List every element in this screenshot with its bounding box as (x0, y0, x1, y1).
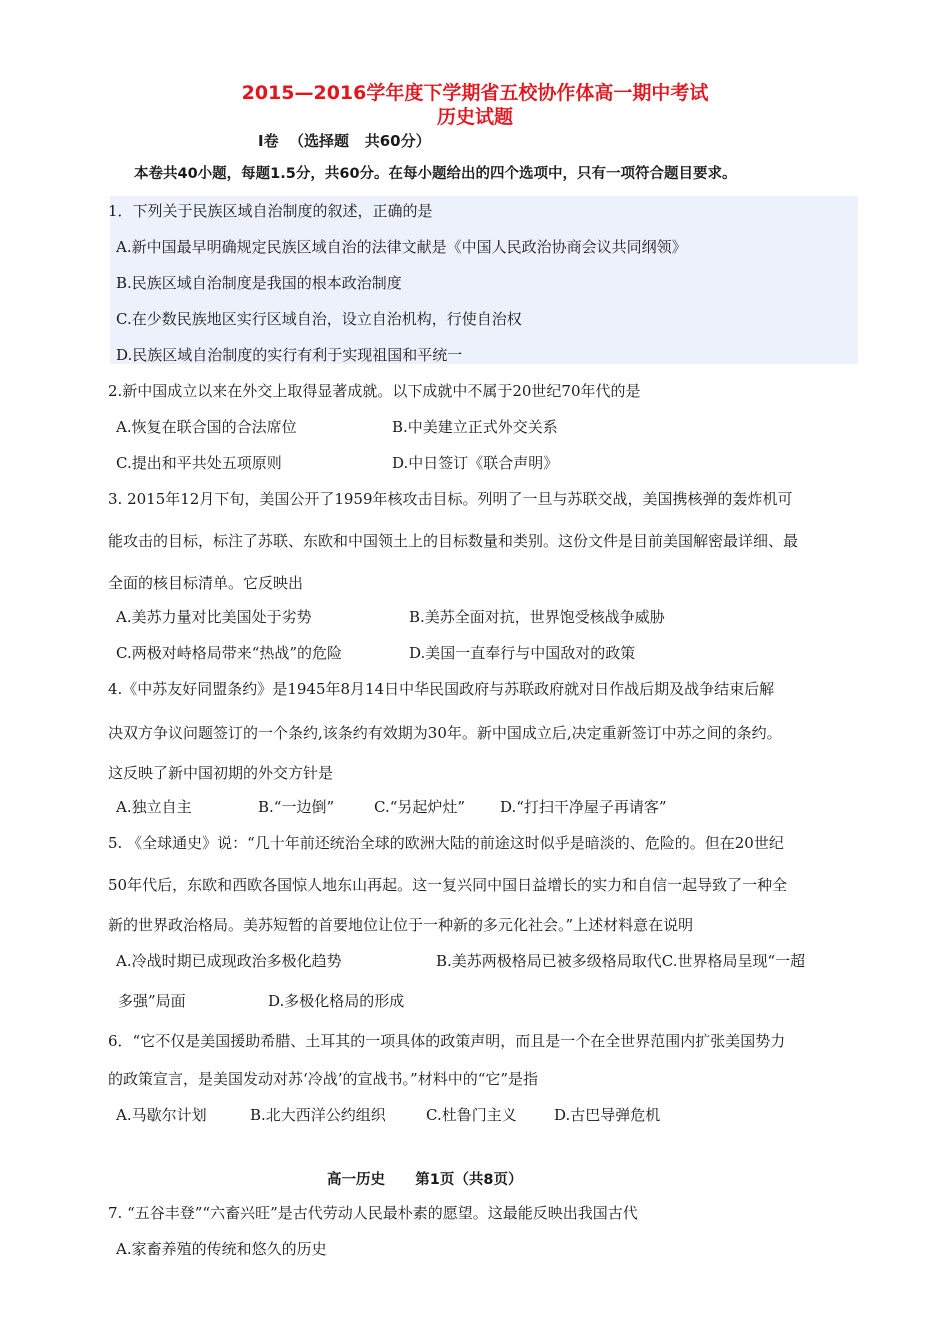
q3-stem-line-2: 能攻击的目标，标注了苏联、东欧和中国领土上的目标数量和类别。这份文件是目前美国解密最详细、最 (108, 532, 799, 550)
exam-title: 2015—2016学年度下学期省五校协作体高一期中考试 (241, 82, 709, 104)
q1-option-a: A.新中国最早明确规定民族区域自治的法律文献是《中国人民政治协商会议共同纲领》 (116, 238, 687, 256)
q6-option-d: D.古巴导弹危机 (554, 1106, 661, 1124)
q5-stem-line-2: 50年代后，东欧和西欧各国惊人地东山再起。这一复兴同中国日益增长的实力和自信一起导致了一种全 (108, 876, 788, 894)
q6-stem-line-2: 的政策宣言，是美国发动对苏‘冷战’的宣战书。”材料中的“它”是指 (108, 1070, 539, 1088)
q5-option-bc: B.美苏两极格局已被多级格局取代C.世界格局呈现“一超 (436, 952, 806, 970)
q1-stem: 1．下列关于民族区域自治制度的叙述，正确的是 (108, 202, 433, 220)
q3-stem-line-3: 全面的核目标清单。它反映出 (108, 574, 304, 592)
q2-option-c: C.提出和平共处五项原则 (116, 454, 282, 472)
q4-option-d: D.“打扫干净屋子再请客” (500, 798, 667, 816)
q4-option-a: A.独立自主 (116, 798, 192, 816)
q7-option-a: A.家畜养殖的传统和悠久的历史 (116, 1240, 327, 1258)
q3-option-d: D.美国一直奉行与中国敌对的政策 (409, 644, 636, 662)
q3-option-b: B.美苏全面对抗，世界饱受核战争威胁 (409, 608, 665, 626)
q1-option-d: D.民族区域自治制度的实行有利于实现祖国和平统一 (116, 346, 463, 364)
q2-option-d: D.中日签订《联合声明》 (392, 454, 559, 472)
page-footer: 高一历史 第1页（共8页） (327, 1172, 523, 1188)
q4-option-c: C.“另起炉灶” (374, 798, 466, 816)
q4-stem-line-1: 4.《中苏友好同盟条约》是1945年8月14日中华民国政府与苏联政府就对日作战后期及战争结束后解 (108, 680, 775, 698)
q3-stem-line-1: 3. 2015年12月下旬，美国公开了1959年核攻击目标。列明了一旦与苏联交战，美国携核弹的轰炸机可 (108, 490, 793, 508)
q2-stem: 2.新中国成立以来在外交上取得显著成就。以下成就中不属于20世纪70年代的是 (108, 382, 641, 400)
q1-option-b: B.民族区域自治制度是我国的根本政治制度 (116, 274, 402, 292)
q6-option-a: A.马歇尔计划 (116, 1106, 207, 1124)
q5-stem-line-1: 5. 《全球通史》说：“几十年前还统治全球的欧洲大陆的前途这时似乎是暗淡的、危险的。但在20世纪 (108, 834, 784, 852)
section-heading: I卷 （选择题 共60分） (258, 132, 431, 150)
q5-option-d: D.多极化格局的形成 (268, 992, 405, 1010)
q3-option-c: C.两极对峙格局带来“热战”的危险 (116, 644, 343, 662)
q7-stem: 7. “五谷丰登”“六畜兴旺”是古代劳动人民最朴素的愿望。这最能反映出我国古代 (108, 1204, 638, 1222)
q4-option-b: B.“一边倒” (258, 798, 335, 816)
q5-option-a: A.冷战时期已成现政治多极化趋势 (116, 952, 342, 970)
q4-stem-line-3: 这反映了新中国初期的外交方针是 (108, 764, 334, 782)
q2-option-b: B.中美建立正式外交关系 (392, 418, 558, 436)
exam-subtitle: 历史试题 (436, 106, 513, 128)
q3-option-a: A.美苏力量对比美国处于劣势 (116, 608, 312, 626)
q2-option-a: A.恢复在联合国的合法席位 (116, 418, 297, 436)
q5-stem-line-3: 新的世界政治格局。美苏短暂的首要地位让位于一种新的多元化社会。”上述材料意在说明 (108, 916, 694, 934)
instructions: 本卷共40小题，每题1.5分，共60分。在每小题给出的四个选项中，只有一项符合题目要求。 (134, 166, 737, 182)
q5-option-c-continued: 多强”局面 (118, 992, 186, 1010)
q4-stem-line-2: 决双方争议问题签订的一个条约,该条约有效期为30年。新中国成立后,决定重新签订中苏之间的条约。 (108, 724, 782, 742)
q1-option-c: C.在少数民族地区实行区域自治，设立自治机构，行使自治权 (116, 310, 522, 328)
q6-stem-line-1: 6．“它不仅是美国援助希腊、土耳其的一项具体的政策声明，而且是一个在全世界范围内扩张美国势力 (108, 1032, 786, 1050)
q6-option-b: B.北大西洋公约组织 (250, 1106, 386, 1124)
q6-option-c: C.杜鲁门主义 (426, 1106, 517, 1124)
